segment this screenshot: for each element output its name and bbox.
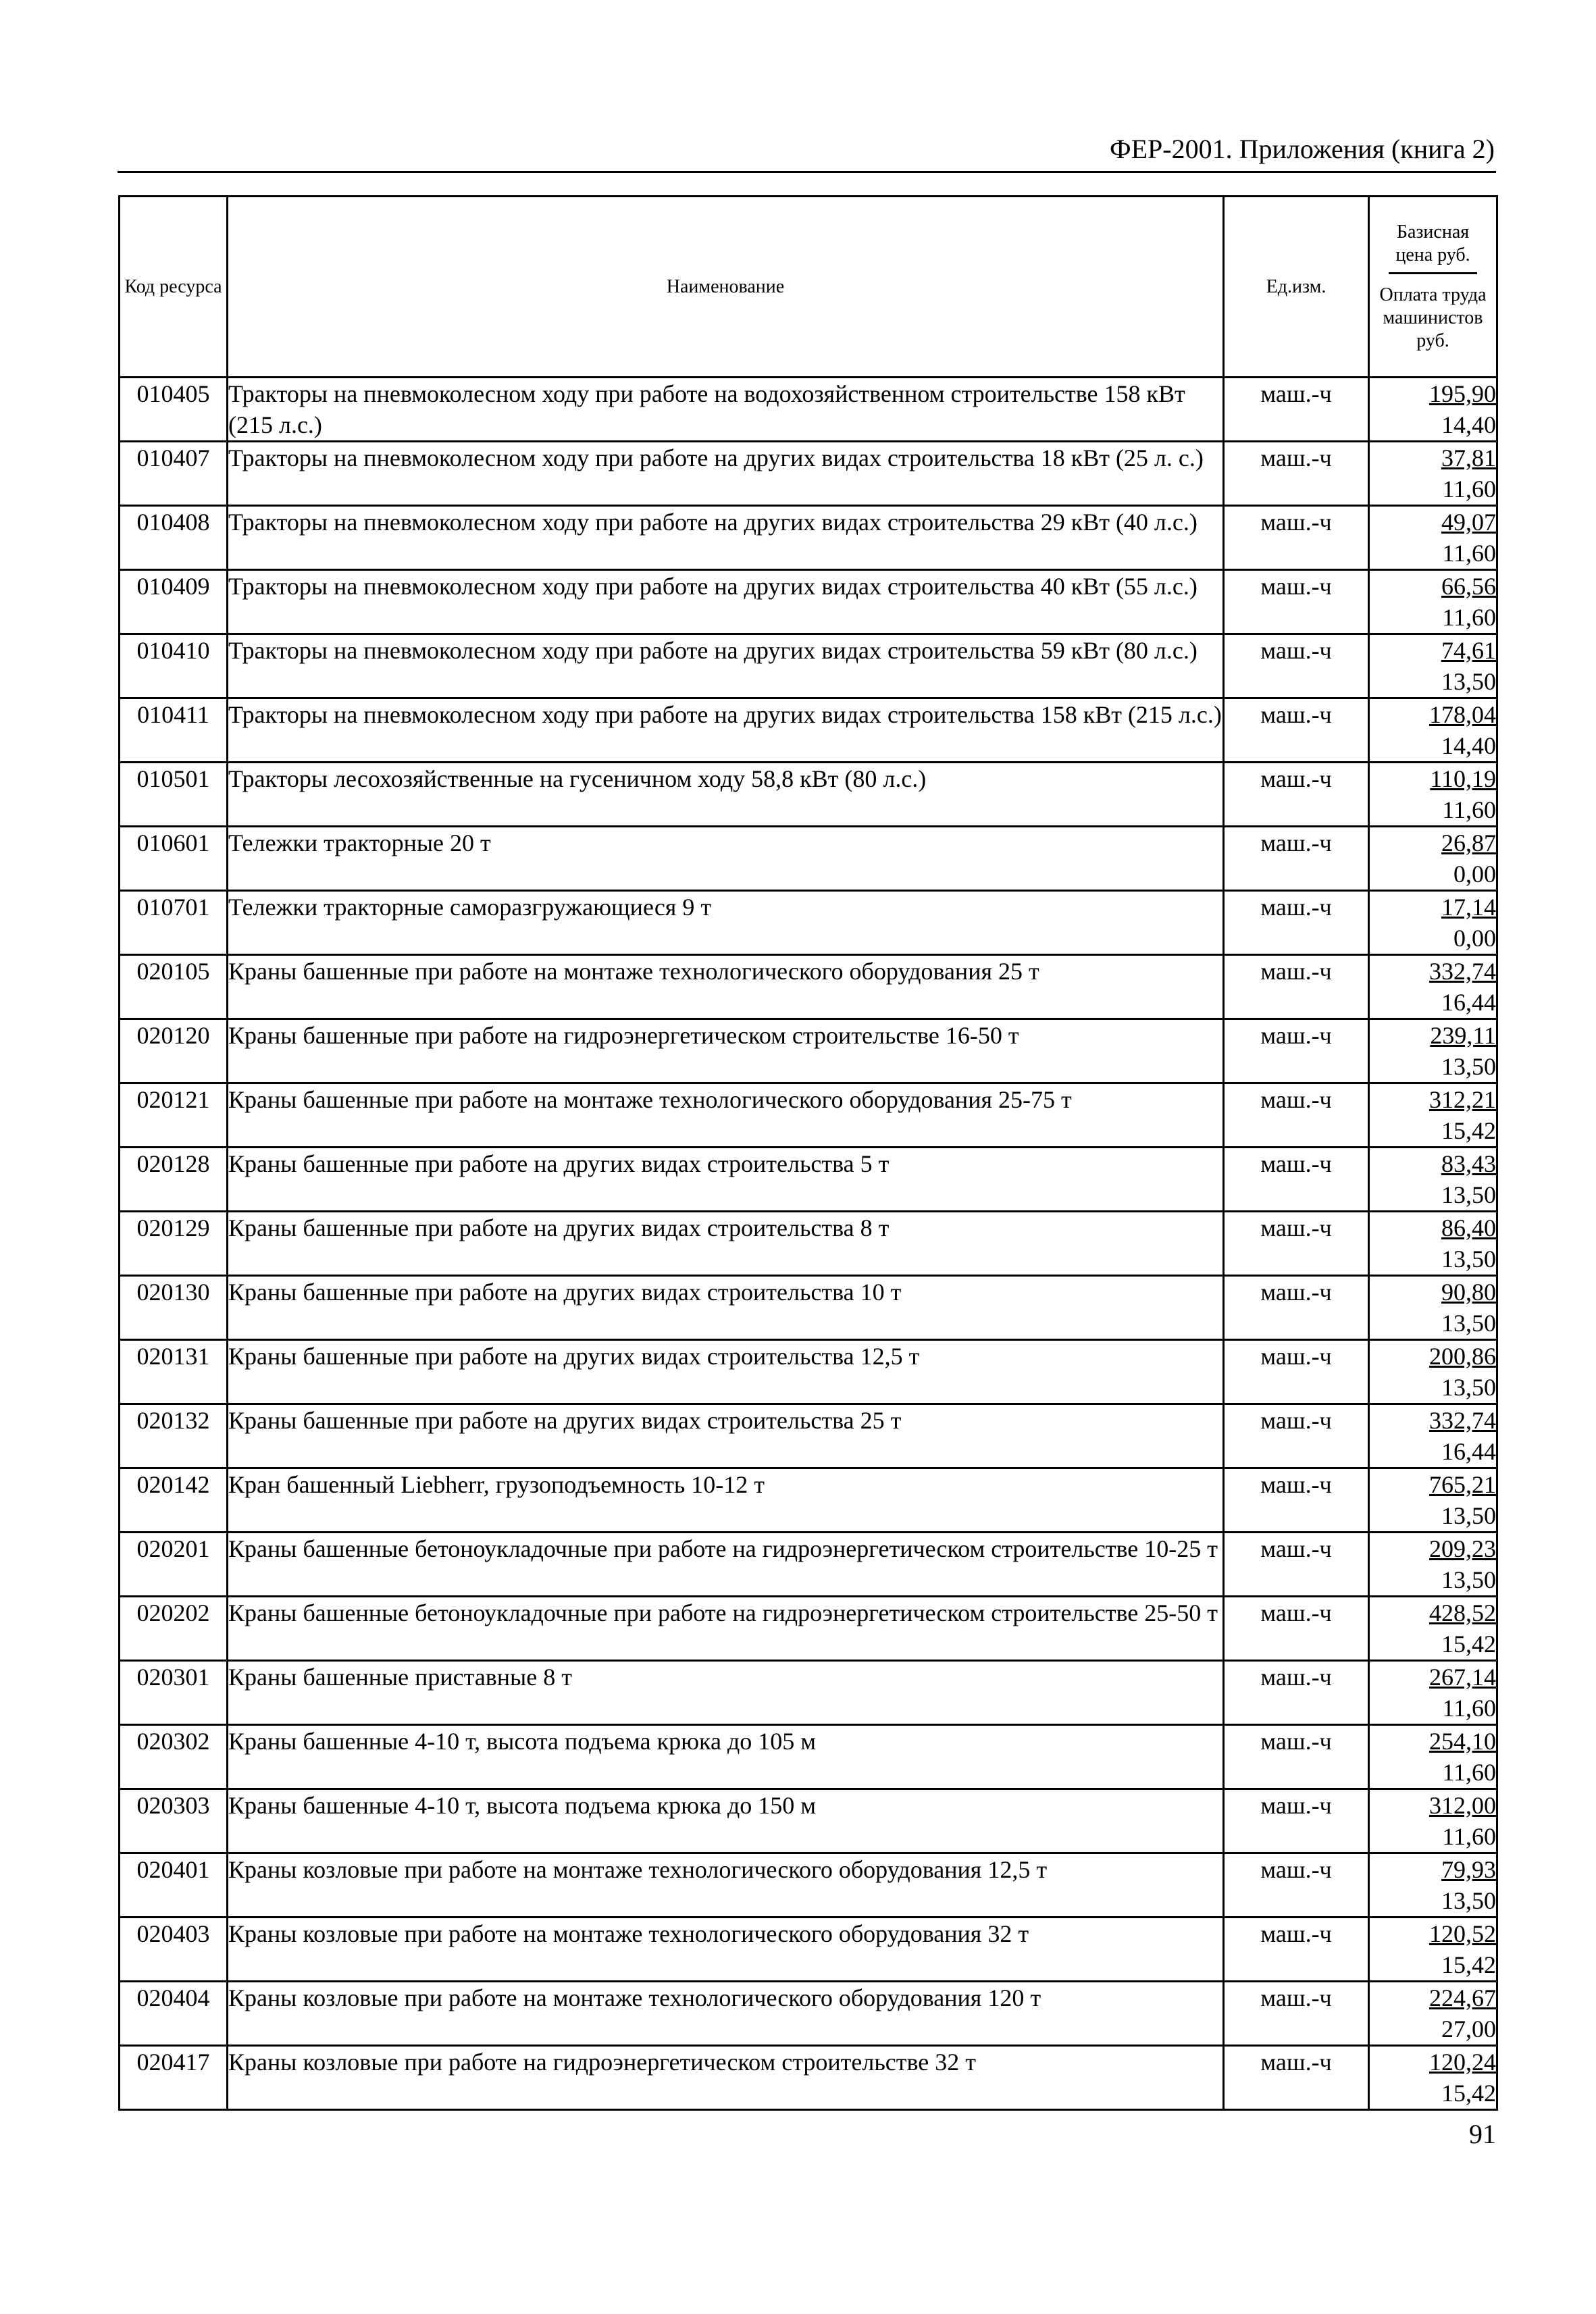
resource-unit: маш.-ч xyxy=(1224,1276,1369,1340)
operator-wage: 13,50 xyxy=(1441,1053,1496,1080)
table-row xyxy=(120,1148,1497,1212)
table-row xyxy=(120,1404,1497,1468)
resource-unit: маш.-ч xyxy=(1224,570,1369,634)
operator-wage: 11,60 xyxy=(1442,540,1496,567)
operator-wage: 14,40 xyxy=(1441,411,1496,438)
resource-unit: маш.-ч xyxy=(1224,1918,1369,1982)
table-row xyxy=(120,1019,1497,1083)
resource-code: 020128 xyxy=(120,1148,228,1212)
resource-name: Краны башенные при работе на монтаже технологического оборудования 25 т xyxy=(228,955,1224,1019)
resource-unit: маш.-ч xyxy=(1224,827,1369,891)
table-row xyxy=(120,378,1497,442)
resource-name: Краны козловые при работе на монтаже технологического оборудования 120 т xyxy=(228,1982,1224,2046)
resource-code: 020142 xyxy=(120,1468,228,1533)
table-row xyxy=(120,827,1497,891)
price-cell xyxy=(1369,506,1497,570)
resource-unit: маш.-ч xyxy=(1224,1789,1369,1853)
price-cell xyxy=(1369,570,1497,634)
price-cell xyxy=(1369,698,1497,763)
operator-wage: 15,42 xyxy=(1441,1951,1496,1978)
base-price: 239,11 xyxy=(1430,1022,1496,1049)
operator-wage: 13,50 xyxy=(1441,1181,1496,1208)
resource-code: 010601 xyxy=(120,827,228,891)
table-row xyxy=(120,1725,1497,1789)
header-divider xyxy=(118,171,1496,173)
resource-unit: маш.-ч xyxy=(1224,1982,1369,2046)
price-cell xyxy=(1369,763,1497,827)
operator-wage: 16,44 xyxy=(1441,1438,1496,1465)
column-header-price xyxy=(1369,197,1497,378)
base-price: 49,07 xyxy=(1441,509,1496,536)
resource-code: 020121 xyxy=(120,1083,228,1148)
operator-wage: 15,42 xyxy=(1441,2080,1496,2107)
resource-code: 020120 xyxy=(120,1019,228,1083)
column-header-unit: Ед.изм. xyxy=(1224,197,1369,378)
operator-wage: 15,42 xyxy=(1441,1117,1496,1144)
resource-unit: маш.-ч xyxy=(1224,1148,1369,1212)
resource-code: 020201 xyxy=(120,1533,228,1597)
table-row xyxy=(120,1212,1497,1276)
operator-wage: 11,60 xyxy=(1442,475,1496,503)
operator-wage: 0,00 xyxy=(1453,925,1496,952)
table-row xyxy=(120,1661,1497,1725)
resource-code: 020202 xyxy=(120,1597,228,1661)
table-row xyxy=(120,2046,1497,2110)
price-cell xyxy=(1369,1853,1497,1918)
resource-name: Краны башенные приставные 8 т xyxy=(228,1661,1224,1725)
operator-wage: 15,42 xyxy=(1441,1630,1496,1657)
resource-name: Тракторы на пневмоколесном ходу при работе на других видах строительства 29 кВт (40 л.с.) xyxy=(228,506,1224,570)
resource-name: Краны башенные при работе на других видах строительства 5 т xyxy=(228,1148,1224,1212)
base-price: 120,52 xyxy=(1429,1920,1496,1947)
base-price: 120,24 xyxy=(1429,2049,1496,2076)
resource-name: Тракторы на пневмоколесном ходу при работе на других видах строительства 18 кВт (25 л. с.) xyxy=(228,442,1224,506)
resource-name: Краны башенные при работе на других видах строительства 10 т xyxy=(228,1276,1224,1340)
resource-code: 020417 xyxy=(120,2046,228,2110)
price-cell xyxy=(1369,891,1497,955)
base-price: 332,74 xyxy=(1429,958,1496,985)
table-row xyxy=(120,442,1497,506)
operator-wage: 27,00 xyxy=(1441,2015,1496,2042)
table-row xyxy=(120,1789,1497,1853)
table-header-row xyxy=(120,197,1497,378)
resource-code: 020403 xyxy=(120,1918,228,1982)
resource-name: Краны козловые при работе на гидроэнергетическом строительстве 32 т xyxy=(228,2046,1224,2110)
price-cell xyxy=(1369,442,1497,506)
price-cell xyxy=(1369,1533,1497,1597)
resource-name: Кран башенный Liebherr, грузоподъемность 10-12 т xyxy=(228,1468,1224,1533)
base-price: 195,90 xyxy=(1429,380,1496,407)
price-cell xyxy=(1369,1661,1497,1725)
base-price: 86,40 xyxy=(1441,1214,1496,1241)
resource-unit: маш.-ч xyxy=(1224,1468,1369,1533)
price-cell xyxy=(1369,827,1497,891)
price-cell xyxy=(1369,1083,1497,1148)
resource-unit: маш.-ч xyxy=(1224,1340,1369,1404)
price-cell xyxy=(1369,378,1497,442)
resource-unit: маш.-ч xyxy=(1224,891,1369,955)
operator-wage: 16,44 xyxy=(1441,989,1496,1016)
resource-unit: маш.-ч xyxy=(1224,698,1369,763)
price-cell xyxy=(1369,1982,1497,2046)
resource-name: Краны козловые при работе на монтаже технологического оборудования 32 т xyxy=(228,1918,1224,1982)
resource-code: 020301 xyxy=(120,1661,228,1725)
base-price: 26,87 xyxy=(1441,829,1496,856)
base-price: 90,80 xyxy=(1441,1279,1496,1306)
resource-unit: маш.-ч xyxy=(1224,1404,1369,1468)
operator-wage: 13,50 xyxy=(1441,1374,1496,1401)
resource-unit: маш.-ч xyxy=(1224,442,1369,506)
resource-code: 020404 xyxy=(120,1982,228,2046)
resource-code: 010410 xyxy=(120,634,228,698)
resource-unit: маш.-ч xyxy=(1224,634,1369,698)
resource-name: Тракторы на пневмоколесном ходу при работе на водохозяйственном строительстве 158 кВт (215 л.с.) xyxy=(228,378,1224,442)
base-price: 312,21 xyxy=(1429,1086,1496,1113)
table-row xyxy=(120,1853,1497,1918)
resource-unit: маш.-ч xyxy=(1224,506,1369,570)
operator-wage: 11,60 xyxy=(1442,796,1496,823)
base-price: 110,19 xyxy=(1430,765,1496,792)
resource-code: 010501 xyxy=(120,763,228,827)
base-price: 37,81 xyxy=(1441,444,1496,471)
table-row xyxy=(120,955,1497,1019)
table-row xyxy=(120,1468,1497,1533)
table-row xyxy=(120,570,1497,634)
price-cell xyxy=(1369,955,1497,1019)
price-cell xyxy=(1369,2046,1497,2110)
resource-unit: маш.-ч xyxy=(1224,955,1369,1019)
table-row xyxy=(120,1982,1497,2046)
resource-name: Краны башенные 4-10 т, высота подъема крюка до 105 м xyxy=(228,1725,1224,1789)
resource-name: Тракторы на пневмоколесном ходу при работе на других видах строительства 59 кВт (80 л.с.) xyxy=(228,634,1224,698)
operator-wage: 13,50 xyxy=(1441,668,1496,695)
resource-code: 020130 xyxy=(120,1276,228,1340)
base-price: 267,14 xyxy=(1429,1664,1496,1691)
base-price: 312,00 xyxy=(1429,1792,1496,1819)
base-price: 200,86 xyxy=(1429,1343,1496,1370)
resource-unit: маш.-ч xyxy=(1224,1083,1369,1148)
price-cell xyxy=(1369,1725,1497,1789)
operator-wage: 13,50 xyxy=(1441,1310,1496,1337)
table-row xyxy=(120,891,1497,955)
resource-name: Краны башенные 4-10 т, высота подъема крюка до 150 м xyxy=(228,1789,1224,1853)
resource-code: 020132 xyxy=(120,1404,228,1468)
resource-name: Краны башенные при работе на других видах строительства 25 т xyxy=(228,1404,1224,1468)
base-price: 332,74 xyxy=(1429,1407,1496,1434)
operator-wage: 0,00 xyxy=(1453,860,1496,888)
table-row xyxy=(120,634,1497,698)
table-row xyxy=(120,763,1497,827)
resource-name: Краны башенные бетоноукладочные при работе на гидроэнергетическом строительстве 10-25 т xyxy=(228,1533,1224,1597)
resource-name: Тракторы на пневмоколесном ходу при работе на других видах строительства 40 кВт (55 л.с.) xyxy=(228,570,1224,634)
table-row xyxy=(120,1533,1497,1597)
resource-unit: маш.-ч xyxy=(1224,1725,1369,1789)
table-row xyxy=(120,506,1497,570)
resource-name: Тележки тракторные 20 т xyxy=(228,827,1224,891)
resource-code: 020131 xyxy=(120,1340,228,1404)
resource-name: Краны башенные при работе на монтаже технологического оборудования 25-75 т xyxy=(228,1083,1224,1148)
operator-wage: 13,50 xyxy=(1441,1566,1496,1593)
price-cell xyxy=(1369,1597,1497,1661)
resource-name: Краны башенные бетоноукладочные при работе на гидроэнергетическом строительстве 25-50 т xyxy=(228,1597,1224,1661)
table-row xyxy=(120,1083,1497,1148)
resource-unit: маш.-ч xyxy=(1224,1597,1369,1661)
price-cell xyxy=(1369,1212,1497,1276)
resource-code: 010409 xyxy=(120,570,228,634)
table-row xyxy=(120,1276,1497,1340)
table-row xyxy=(120,1597,1497,1661)
base-price: 224,67 xyxy=(1429,1984,1496,2011)
price-cell xyxy=(1369,1340,1497,1404)
price-cell xyxy=(1369,1276,1497,1340)
base-price: 83,43 xyxy=(1441,1150,1496,1177)
page-number: 91 xyxy=(1469,2119,1496,2149)
table-body xyxy=(120,378,1497,2110)
resource-code: 010405 xyxy=(120,378,228,442)
resource-name: Краны башенные при работе на гидроэнергетическом строительстве 16-50 т xyxy=(228,1019,1224,1083)
resource-unit: маш.-ч xyxy=(1224,1019,1369,1083)
resource-code: 020303 xyxy=(120,1789,228,1853)
resource-code: 020302 xyxy=(120,1725,228,1789)
operator-wage: 13,50 xyxy=(1441,1887,1496,1914)
resource-name: Тракторы лесохозяйственные на гусеничном ходу 58,8 кВт (80 л.с.) xyxy=(228,763,1224,827)
resource-code: 010407 xyxy=(120,442,228,506)
resource-code: 020129 xyxy=(120,1212,228,1276)
price-cell xyxy=(1369,1019,1497,1083)
base-price: 428,52 xyxy=(1429,1599,1496,1626)
resource-unit: маш.-ч xyxy=(1224,378,1369,442)
resource-unit: маш.-ч xyxy=(1224,1853,1369,1918)
resource-code: 010408 xyxy=(120,506,228,570)
column-header-operator-wage: Оплата труда машинистов руб. xyxy=(1379,284,1487,351)
price-cell xyxy=(1369,1789,1497,1853)
base-price: 209,23 xyxy=(1429,1535,1496,1562)
base-price: 74,61 xyxy=(1441,637,1496,664)
price-cell xyxy=(1369,1468,1497,1533)
column-header-code: Код ресурса xyxy=(120,197,228,378)
resource-name: Краны башенные при работе на других видах строительства 8 т xyxy=(228,1212,1224,1276)
resource-name: Тракторы на пневмоколесном ходу при работе на других видах строительства 158 кВт (215 л.с.) xyxy=(228,698,1224,763)
price-cell xyxy=(1369,634,1497,698)
table-row xyxy=(120,698,1497,763)
price-cell xyxy=(1369,1148,1497,1212)
operator-wage: 11,60 xyxy=(1442,1823,1496,1850)
price-cell xyxy=(1369,1918,1497,1982)
resource-code: 010411 xyxy=(120,698,228,763)
column-header-base-price: Базисная цена руб. xyxy=(1389,221,1477,274)
resource-name: Тележки тракторные саморазгружающиеся 9 т xyxy=(228,891,1224,955)
resource-unit: маш.-ч xyxy=(1224,1661,1369,1725)
column-header-name: Наименование xyxy=(228,197,1224,378)
base-price: 66,56 xyxy=(1441,573,1496,600)
table-row xyxy=(120,1340,1497,1404)
base-price: 79,93 xyxy=(1441,1856,1496,1883)
resource-name: Краны башенные при работе на других видах строительства 12,5 т xyxy=(228,1340,1224,1404)
resource-table xyxy=(118,195,1498,2111)
base-price: 254,10 xyxy=(1429,1728,1496,1755)
resource-code: 020105 xyxy=(120,955,228,1019)
resource-unit: маш.-ч xyxy=(1224,1533,1369,1597)
operator-wage: 13,50 xyxy=(1441,1245,1496,1272)
resource-unit: маш.-ч xyxy=(1224,1212,1369,1276)
operator-wage: 11,60 xyxy=(1442,1759,1496,1786)
resource-unit: маш.-ч xyxy=(1224,2046,1369,2110)
operator-wage: 11,60 xyxy=(1442,1695,1496,1722)
operator-wage: 13,50 xyxy=(1441,1502,1496,1529)
resource-unit: маш.-ч xyxy=(1224,763,1369,827)
page-header-title: ФЕР-2001. Приложения (книга 2) xyxy=(1110,134,1495,164)
price-cell xyxy=(1369,1404,1497,1468)
operator-wage: 14,40 xyxy=(1441,732,1496,759)
resource-code: 010701 xyxy=(120,891,228,955)
base-price: 17,14 xyxy=(1441,894,1496,921)
resource-name: Краны козловые при работе на монтаже технологического оборудования 12,5 т xyxy=(228,1853,1224,1918)
table-row xyxy=(120,1918,1497,1982)
base-price: 178,04 xyxy=(1429,701,1496,728)
operator-wage: 11,60 xyxy=(1442,604,1496,631)
base-price: 765,21 xyxy=(1429,1471,1496,1498)
resource-code: 020401 xyxy=(120,1853,228,1918)
